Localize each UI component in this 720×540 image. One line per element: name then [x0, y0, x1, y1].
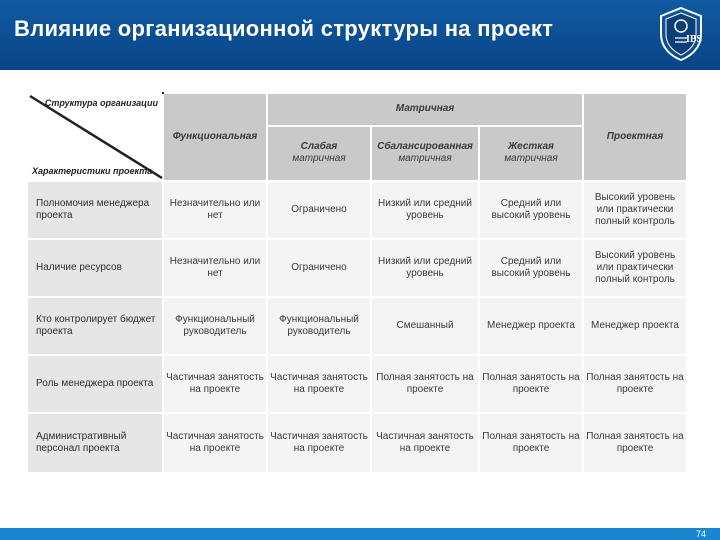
cell-strong: Полная занятость на проекте [479, 355, 583, 413]
org-structure-table [26, 92, 688, 474]
header-weak-matrix [267, 126, 371, 181]
header-strong-sub: матричная [504, 153, 558, 165]
cell-strong: Средний или высокий уровень [479, 181, 583, 239]
cell-balanced: Смешанный [371, 297, 479, 355]
header-strong-matrix [479, 126, 583, 181]
table-row [27, 355, 687, 413]
logo-text: IBS [686, 34, 703, 45]
cell-balanced: Полная занятость на проекте [371, 355, 479, 413]
row-label: Кто контролирует бюджет проекта [27, 297, 163, 355]
cell-functional: Функциональный руководитель [163, 297, 267, 355]
cell-projective: Менеджер проекта [583, 297, 687, 355]
header-balanced-sub: матричная [398, 153, 452, 165]
header-matrix-group: Матричная [267, 93, 583, 126]
cell-balanced: Частичная занятость на проекте [371, 413, 479, 473]
cell-weak: Частичная занятость на проекте [267, 355, 371, 413]
university-crest-icon [655, 4, 707, 62]
header-functional: Функциональная [163, 93, 267, 181]
table-row [27, 413, 687, 473]
header-balanced-matrix [371, 126, 479, 181]
cell-functional: Незначительно или нет [163, 239, 267, 297]
cell-functional: Частичная занятость на проекте [163, 355, 267, 413]
cell-weak: Ограничено [267, 239, 371, 297]
corner-bottom-label: Характеристики проекта [32, 166, 153, 176]
cell-strong: Менеджер проекта [479, 297, 583, 355]
row-label: Административный персонал проекта [27, 413, 163, 473]
cell-projective: Полная занятость на проекте [583, 413, 687, 473]
row-label: Полномочия менеджера проекта [27, 181, 163, 239]
slide-footer [0, 528, 720, 540]
cell-balanced: Низкий или средний уровень [371, 239, 479, 297]
cell-functional: Незначительно или нет [163, 181, 267, 239]
header-projective: Проектная [583, 93, 687, 181]
cell-weak: Частичная занятость на проекте [267, 413, 371, 473]
row-label: Наличие ресурсов [27, 239, 163, 297]
slide-title: Влияние организационной структуры на проект [14, 16, 554, 41]
cell-functional: Частичная занятость на проекте [163, 413, 267, 473]
slide-header [0, 0, 720, 70]
header-weak-sub: матричная [292, 153, 346, 165]
cell-projective: Высокий уровень или практически полный контроль [583, 181, 687, 239]
table-row [27, 181, 687, 239]
header-balanced-label: Сбалансированная [377, 141, 473, 153]
header-strong-label: Жесткая [508, 141, 554, 153]
corner-top-label: Структура организации [44, 98, 158, 108]
row-label: Роль менеджера проекта [27, 355, 163, 413]
cell-projective: Полная занятость на проекте [583, 355, 687, 413]
table-row [27, 239, 687, 297]
header-weak-label: Слабая [300, 141, 338, 153]
page-number: 74 [695, 529, 706, 539]
corner-header-cell [27, 93, 163, 181]
cell-weak: Функциональный руководитель [267, 297, 371, 355]
table-row [27, 297, 687, 355]
cell-weak: Ограничено [267, 181, 371, 239]
cell-balanced: Низкий или средний уровень [371, 181, 479, 239]
cell-projective: Высокий уровень или практически полный контроль [583, 239, 687, 297]
cell-strong: Полная занятость на проекте [479, 413, 583, 473]
cell-strong: Средний или высокий уровень [479, 239, 583, 297]
